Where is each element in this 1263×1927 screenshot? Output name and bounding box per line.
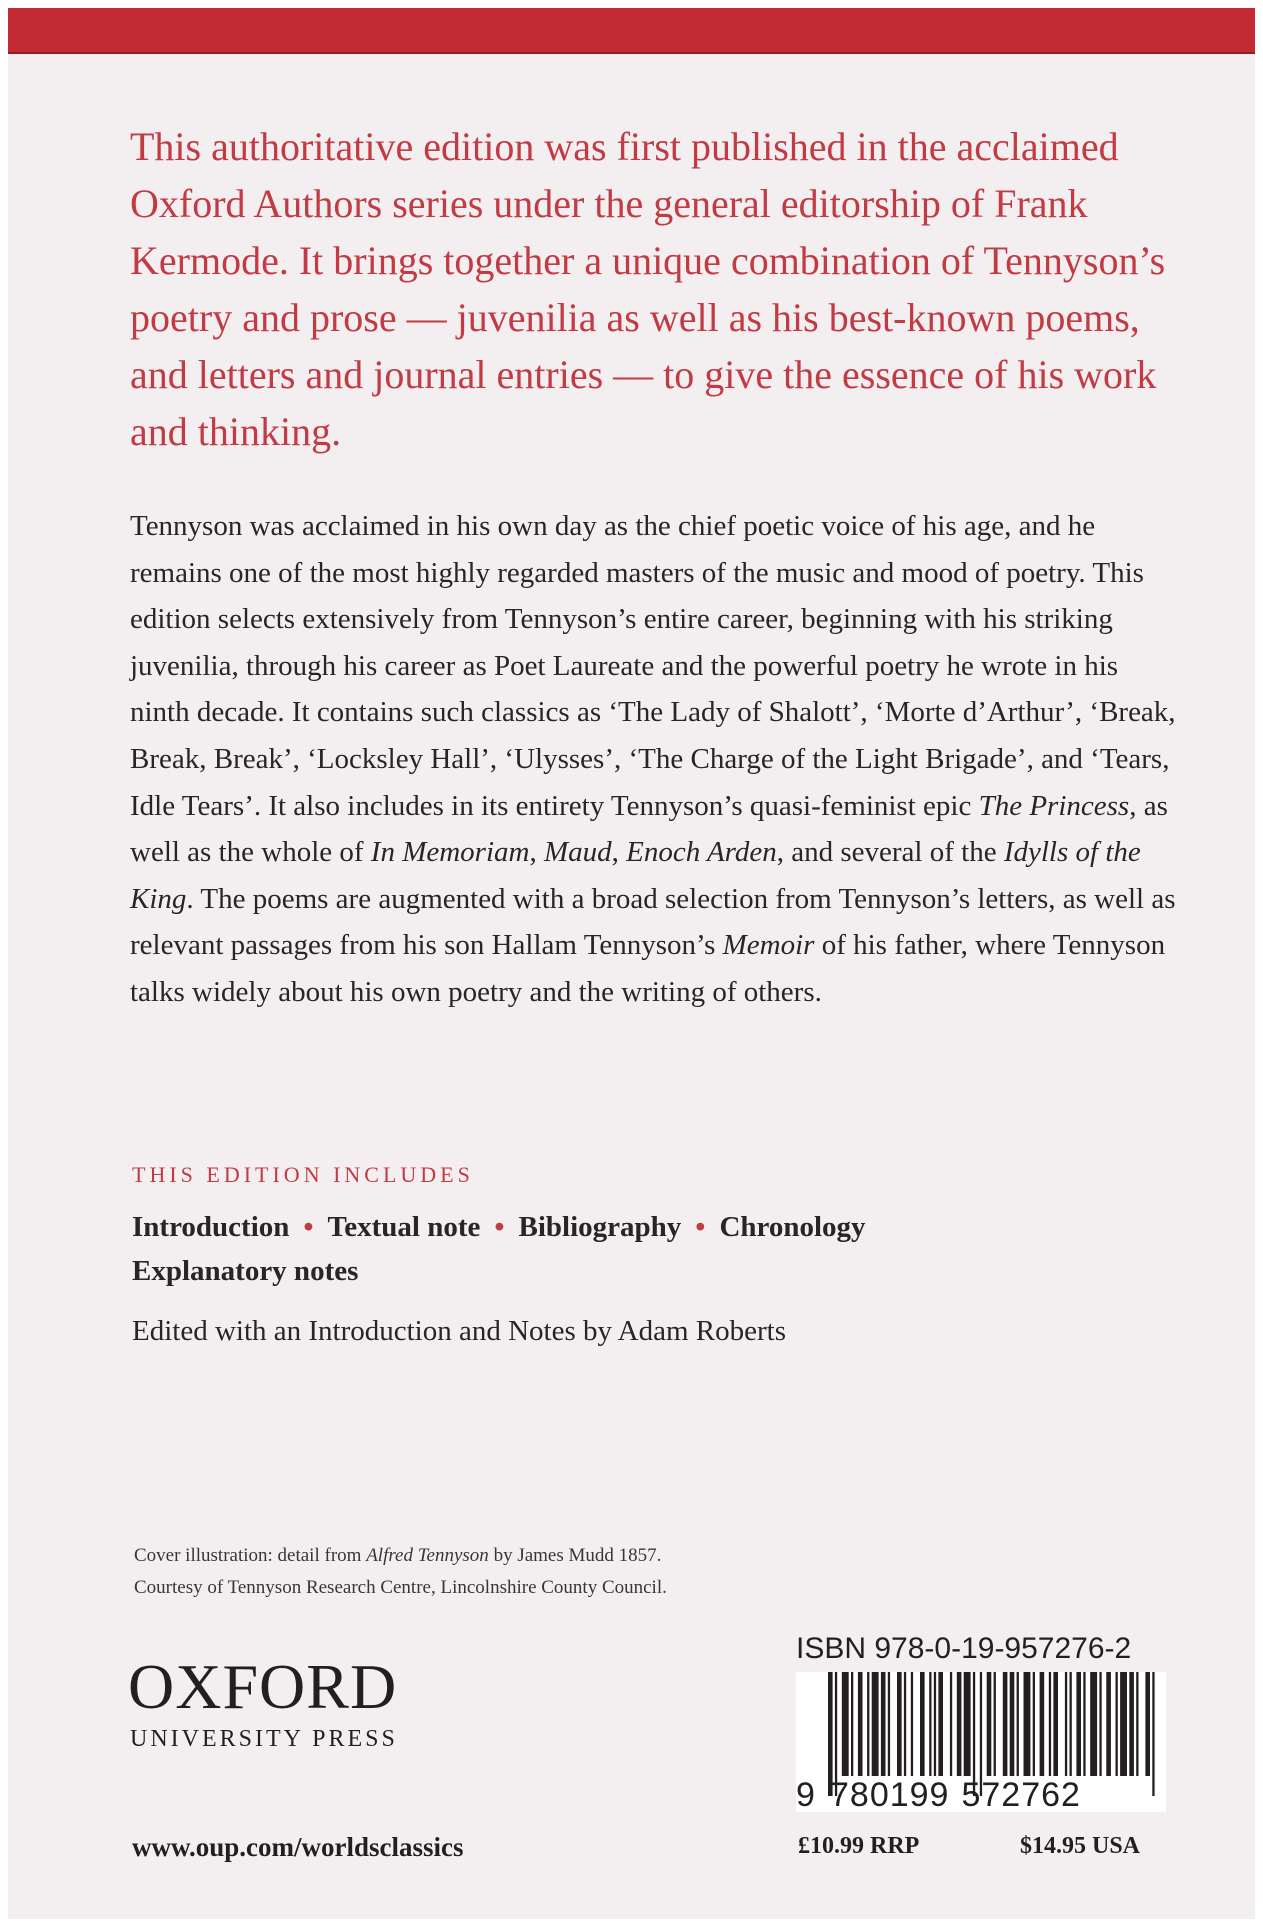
barcode-bar bbox=[950, 1672, 952, 1776]
barcode-digits-right: 572762 bbox=[961, 1776, 1081, 1814]
barcode-bar bbox=[851, 1672, 853, 1776]
barcode-bar bbox=[1129, 1672, 1134, 1776]
barcode-bar bbox=[987, 1672, 992, 1776]
title-maud: Maud bbox=[543, 836, 612, 869]
includes-line-2 bbox=[132, 1249, 1132, 1293]
barcode-bar bbox=[1017, 1672, 1019, 1776]
barcode-bar bbox=[1070, 1672, 1072, 1776]
editor-credit: Edited with an Introduction and Notes by Adam Roberts bbox=[132, 1315, 787, 1347]
isbn-label: ISBN 978-0-19-957276-2 bbox=[796, 1632, 1132, 1665]
barcode-bar bbox=[1049, 1672, 1051, 1776]
barcode-digits bbox=[796, 1776, 1166, 1815]
title-memoir: Memoir bbox=[722, 929, 815, 962]
bullet-separator: • bbox=[303, 1211, 314, 1243]
publisher-url: www.oup.com/worldsclassics bbox=[132, 1832, 464, 1862]
description-text: Tennyson was acclaimed in his own day as the chief poetic voice of his age, and he remains one of the most highly regarded masters of the music and mood of poetry. This edition selects extensively from Tennyson’s entire career, beginning with his striking juvenilia, through his career as Poet Laureate and the powerful poetry he wrote in his ninth decade. It contains such classics as ‘The Lady of Shalott’, ‘Morte d’Arthur’, ‘Break, Break, Break’, ‘Locksley Hall’, ‘Ulysses’, ‘The Charge of the Light Brigade’, and ‘Tears, Idle Tears’. It also includes in its entirety Tennyson’s quasi-feminist epic The Princess, as well as the whole of In Memoriam, Maud, Enoch Arden, and several of the Idylls of the King. The poems are augmented with a broad selection from Tennyson’s letters, as well as relevant passages from his son Hallam Tennyson’s Memoir of his father, where Tennyson talks widely about his own poetry and the writing of others. bbox=[130, 510, 1176, 1008]
barcode-bar bbox=[929, 1672, 931, 1776]
barcode-bar bbox=[994, 1672, 996, 1776]
title-the-princess: The Princess bbox=[978, 789, 1130, 822]
credit-line-1: Cover illustration: detail from Alfred Tennyson by James Mudd 1857. bbox=[134, 1545, 662, 1566]
include-item: Introduction bbox=[132, 1211, 290, 1243]
barcode-digit-first: 9 bbox=[796, 1776, 815, 1814]
include-item: Chronology bbox=[719, 1211, 866, 1243]
barcode-bar bbox=[1010, 1672, 1015, 1776]
barcode-bar bbox=[897, 1672, 902, 1776]
price-usd: $14.95 USA bbox=[1020, 1833, 1141, 1859]
barcode-bar bbox=[867, 1672, 869, 1776]
credit-line-2: Courtesy of Tennyson Research Centre, Lincolnshire County Council. bbox=[134, 1577, 667, 1598]
barcode-bar bbox=[911, 1672, 913, 1776]
university-press-label: UNIVERSITY PRESS bbox=[130, 1726, 398, 1752]
oxford-logo: OXFORD bbox=[128, 1651, 398, 1722]
barcode-bar bbox=[1099, 1672, 1101, 1776]
barcode-bar bbox=[888, 1672, 890, 1776]
include-item: Bibliography bbox=[518, 1211, 682, 1243]
barcode-bar bbox=[1136, 1672, 1138, 1776]
barcode-bar bbox=[842, 1672, 849, 1776]
includes-list bbox=[132, 1205, 1132, 1293]
barcode-bar bbox=[920, 1672, 925, 1776]
barcode-digits-left: 780199 bbox=[830, 1776, 950, 1814]
barcode-bar bbox=[1076, 1672, 1081, 1776]
barcode-bar bbox=[1024, 1672, 1031, 1776]
cover-illustration-credit bbox=[134, 1540, 934, 1604]
barcode-bar bbox=[858, 1672, 863, 1776]
include-item: Explanatory notes bbox=[132, 1255, 359, 1287]
barcode-bar bbox=[1090, 1672, 1097, 1776]
barcode-bar bbox=[934, 1672, 936, 1776]
barcode-bar bbox=[1053, 1672, 1058, 1776]
includes-heading: THIS EDITION INCLUDES bbox=[132, 1162, 474, 1187]
title-idylls-of-the-king: Idylls of the King bbox=[130, 836, 1141, 915]
barcode-bar bbox=[938, 1672, 943, 1776]
blurb-text: This authoritative edition was first published in the acclaimed Oxford Authors series under the general editorship of Frank Kermode. It brings together a unique combination of Tennyson’s poetry and prose — juvenilia as well as his best-known poems, and letters and journal entries — to give the essence of his work and thinking. bbox=[130, 124, 1166, 454]
barcode-bar bbox=[1065, 1672, 1067, 1776]
barcode-bar bbox=[1003, 1672, 1008, 1776]
top-red-band bbox=[8, 8, 1255, 54]
barcode-bar bbox=[872, 1672, 879, 1776]
barcode-bar bbox=[964, 1672, 971, 1776]
title-enoch-arden: Enoch Arden bbox=[626, 836, 777, 869]
barcode-bar bbox=[881, 1672, 886, 1776]
barcode-bar bbox=[904, 1672, 906, 1776]
barcode-bar bbox=[957, 1672, 962, 1776]
barcode-bar bbox=[1083, 1672, 1085, 1776]
barcode-bar bbox=[1040, 1672, 1045, 1776]
barcode-bar bbox=[1145, 1672, 1150, 1776]
title-in-memoriam: In Memoriam bbox=[370, 836, 530, 869]
includes-line-1 bbox=[132, 1205, 1132, 1249]
include-item: Textual note bbox=[327, 1211, 481, 1243]
bullet-separator: • bbox=[695, 1211, 706, 1243]
barcode-bar bbox=[1106, 1672, 1111, 1776]
price-gbp: £10.99 RRP bbox=[798, 1833, 920, 1859]
bullet-separator: • bbox=[494, 1211, 505, 1243]
barcode-bar bbox=[1116, 1672, 1118, 1776]
barcode-bar bbox=[1120, 1672, 1127, 1776]
barcode-bar bbox=[1033, 1672, 1035, 1776]
